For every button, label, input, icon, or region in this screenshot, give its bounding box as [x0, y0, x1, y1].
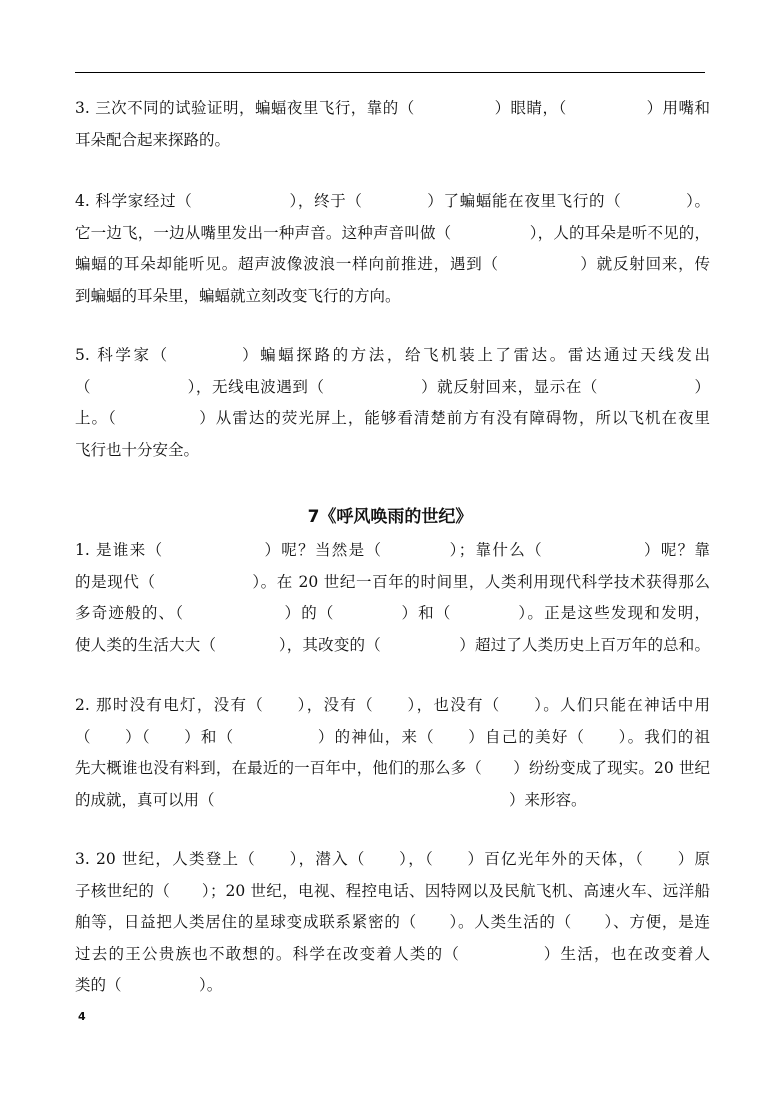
text-line: 类的（ ）。 — [75, 976, 223, 994]
section7-question-3 — [75, 844, 710, 1002]
question-5-radar — [75, 340, 710, 466]
text-line: 1. 是谁来（ ）呢？当然是（ ）；靠什么（ ）呢？靠 — [75, 541, 710, 559]
text-line: 3. 三次不同的试验证明，蝙蝠夜里飞行，靠的（ ）眼睛，（ ）用嘴和 — [75, 99, 710, 117]
text-line: 上。（ ）从雷达的荧光屏上，能够看清楚前方有没有障碍物，所以飞机在夜里 — [75, 409, 710, 427]
text-line: 先大概谁也没有料到，在最近的一百年中，他们的那么多（ ）纷纷变成了现实。20 世纪 — [75, 759, 710, 777]
section-title: 7《呼风唤雨的世纪》 — [307, 507, 473, 527]
question-3-bat-experiments — [75, 93, 710, 156]
text-line: 的是现代（ ）。在 20 世纪一百年的时间里，人类利用现代科学技术获得那么 — [75, 572, 710, 591]
section7-question-2 — [75, 690, 710, 816]
page-number: 4 — [78, 1010, 86, 1023]
text-line: 使人类的生活大大（ ），其改变的（ ）超过了人类历史上百万年的总和。 — [75, 635, 710, 654]
text-line: 5. 科学家（ ）蝙蝠探路的方法，给飞机装上了雷达。雷达通过天线发出 — [75, 346, 710, 364]
text-line: 到蝙蝠的耳朵里，蝙蝠就立刻改变飞行的方向。 — [75, 286, 401, 305]
text-line: 2. 那时没有电灯，没有（ ），没有（ ），也没有（ ）。人们只能在神话中用 — [75, 696, 710, 714]
text-line: 耳朵配合起来探路的。 — [75, 130, 231, 149]
text-line: 子核世纪的（ ）；20 世纪，电视、程控电话、因特网以及民航飞机、高速火车、远洋船 — [75, 881, 710, 900]
text-line: 舶等，日益把人类居住的星球变成联系紧密的（ ）。人类生活的（ ）、方便，是连 — [75, 913, 710, 931]
text-line: 多奇迹般的、（ ）的（ ）和（ ）。正是这些发现和发明， — [75, 604, 710, 622]
text-line: 3. 20 世纪，人类登上（ ），潜入（ ），（ ）百亿光年外的天体，（ ）原 — [75, 850, 710, 868]
text-line: （ ），无线电波遇到（ ）就反射回来，显示在（ ） — [75, 377, 710, 396]
text-line: 的成就，真可以用（ ）来形容。 — [75, 790, 587, 809]
header-rule — [75, 72, 705, 73]
text-line: 4. 科学家经过（ ），终于（ ）了蝙蝠能在夜里飞行的（ ）。 — [75, 192, 710, 210]
question-4-ultrasound — [75, 186, 710, 312]
text-line: 过去的王公贵族也不敢想的。科学在改变着人类的（ ）生活，也在改变着人 — [75, 944, 710, 963]
section7-question-1 — [75, 535, 710, 661]
text-line: （ ）（ ）和（ ）的神仙，来（ ）自己的美好（ ）。我们的祖 — [75, 727, 710, 746]
text-line: 它一边飞，一边从嘴里发出一种声音。这种声音叫做（ ），人的耳朵是听不见的， — [75, 223, 710, 242]
text-line: 蝙蝠的耳朵却能听见。超声波像波浪一样向前推进，遇到（ ）就反射回来，传 — [75, 255, 710, 273]
text-line: 飞行也十分安全。 — [75, 440, 200, 459]
